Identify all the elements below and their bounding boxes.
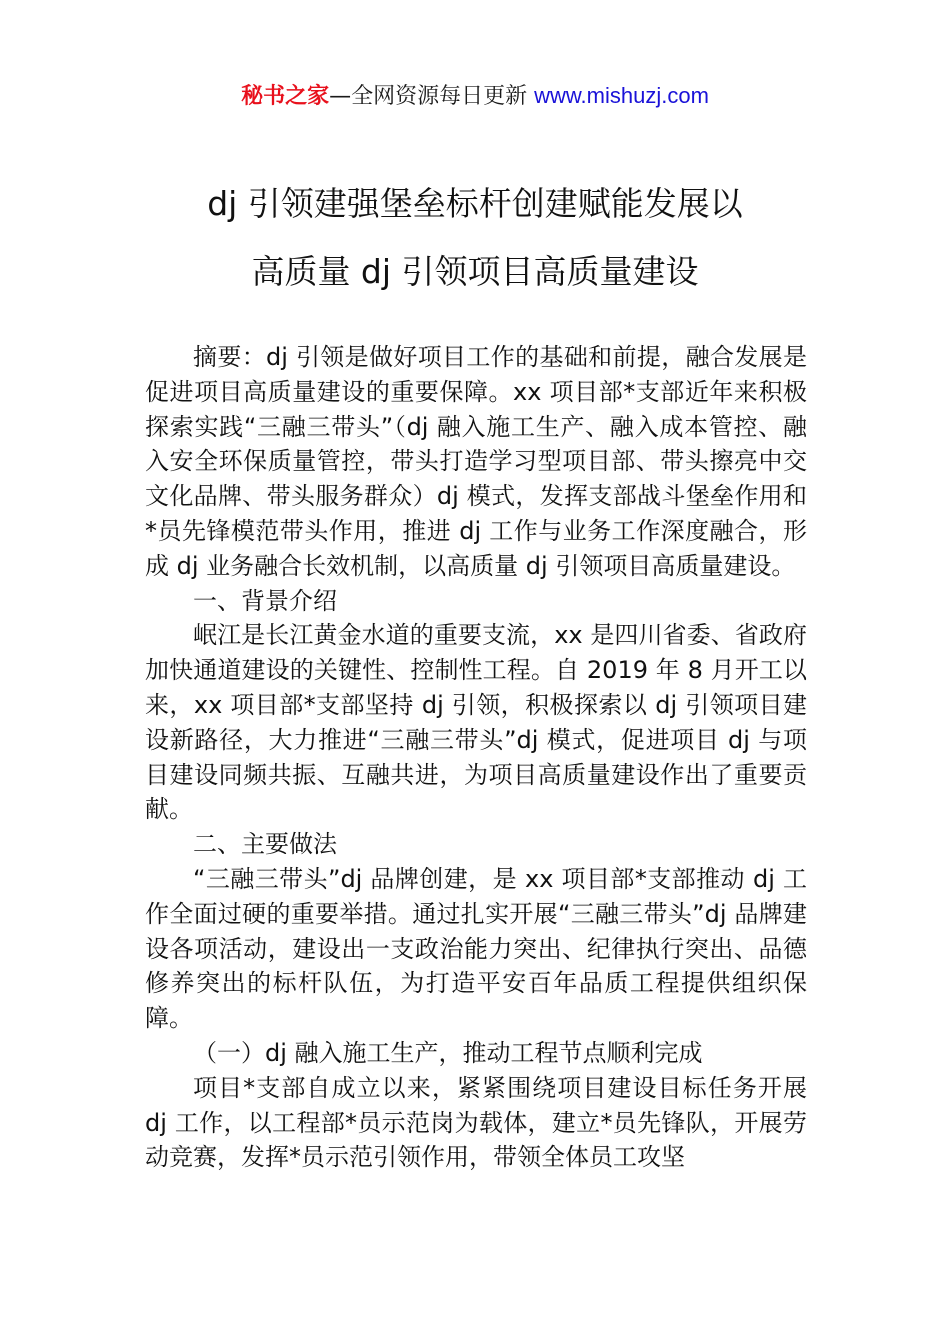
practices-paragraph: “三融三带头”dj 品牌创建，是 xx 项目部*支部推动 dj 工作全面过硬的重要举措。通过扎实开展“三融三带头”dj 品牌建设各项活动，建设出一支政治能力突出、纪律执行突出、品德修养突出的标杆队伍，为打造平安百年品质工程提供组织保障。: [145, 864, 807, 1033]
section-heading-background: 一、背景介绍: [193, 586, 337, 615]
site-brand: 秘书之家: [241, 84, 330, 109]
site-url-link[interactable]: www.mishuzj.com: [534, 83, 709, 108]
background-paragraph: 岷江是长江黄金水道的重要支流，xx 是四川省委、省政府加快通道建设的关键性、控制性工程。自 2019 年 8 月开工以来，xx 项目部*支部坚持 dj 引领，积极探索以 dj 引领项目建设新路径，大力推进“三融三带头”dj 模式，促进项目 dj 与项目建设同频共振、互融共进，为项目高质量建设作出了重要贡献。: [145, 621, 807, 824]
abstract-paragraph: 摘要：dj 引领是做好项目工作的基础和前提，融合发展是促进项目高质量建设的重要保障。xx 项目部*支部近年来积极探索实践“三融三带头”（dj 融入施工生产、融入成本管控、融入安全环保质量管控，带头打造学习型项目部、带头擦亮中交文化品牌、带头服务群众）dj 模式，发挥支部战斗堡垒作用和*员先锋模范带头作用，推进 dj 工作与业务工作深度融合，形成 dj 业务融合长效机制，以高质量 dj 引领项目高质量建设。: [145, 343, 807, 580]
subsection-heading-1: （一）dj 融入施工生产，推动工程节点顺利完成: [193, 1038, 703, 1067]
site-header: [0, 80, 950, 113]
document-title-line-2: 高质量 dj 引领项目高质量建设: [251, 252, 699, 291]
document-body: [145, 340, 807, 1175]
section-heading-practices: 二、主要做法: [193, 830, 337, 859]
site-slogan: —全网资源每日更新: [329, 84, 535, 109]
subsection-1-paragraph: 项目*支部自成立以来，紧紧围绕项目建设目标任务开展 dj 工作，以工程部*员示范岗为载体，建立*员先锋队，开展劳动竞赛，发挥*员示范引领作用，带领全体员工攻坚: [145, 1073, 807, 1172]
document-title-line-1: dj 引领建强堡垒标杆创建赋能发展以: [207, 184, 743, 223]
